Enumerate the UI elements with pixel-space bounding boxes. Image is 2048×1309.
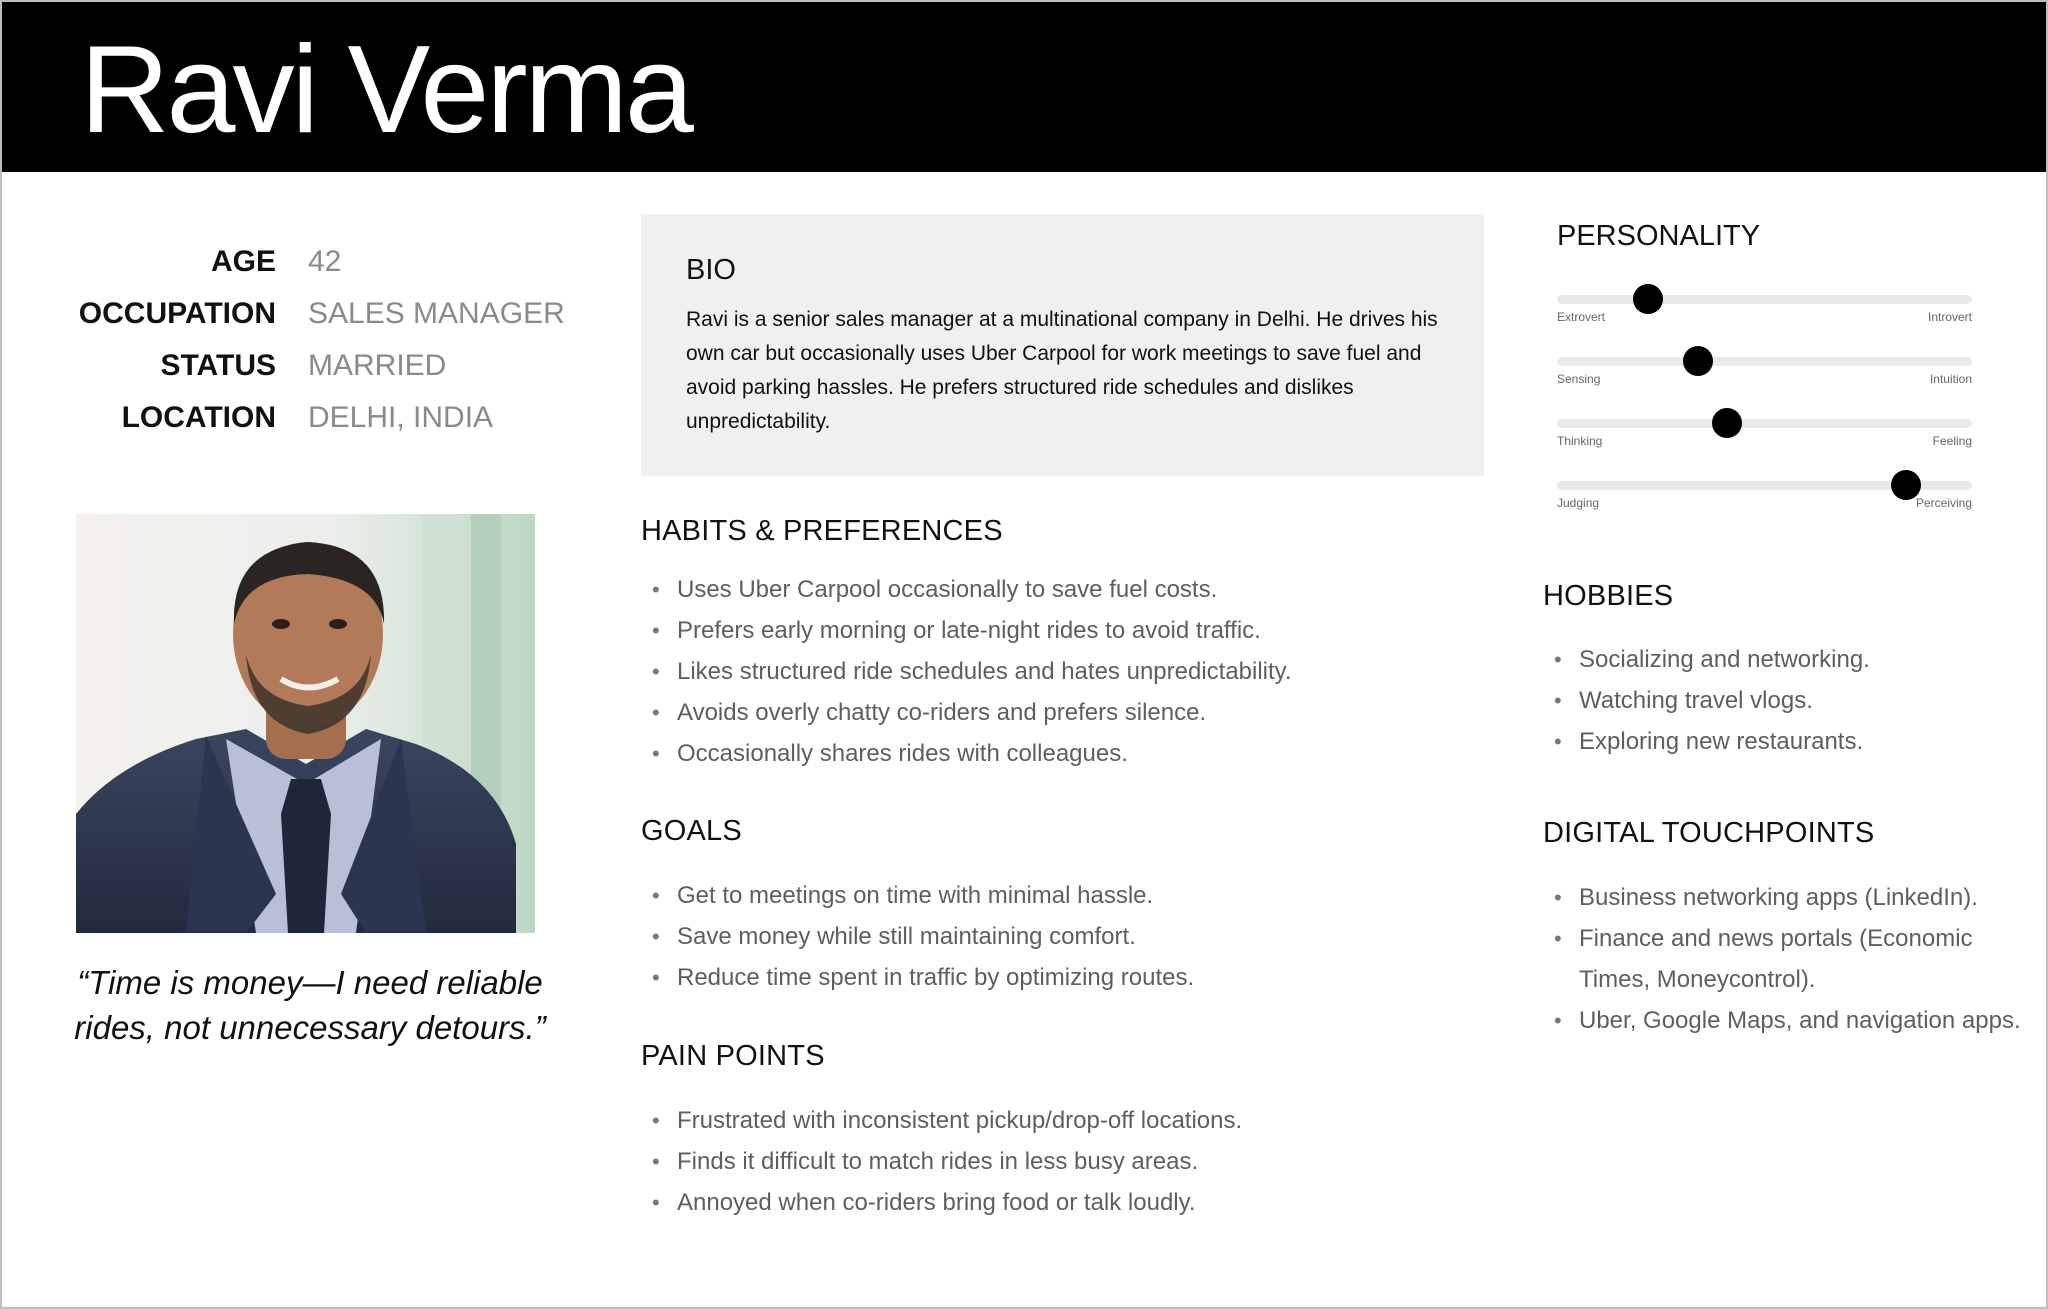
- pain-points-title: PAIN POINTS: [641, 1040, 825, 1072]
- slider-track: [1557, 357, 1972, 366]
- fact-row-status: [40, 340, 580, 392]
- list-item: • Get to meetings on time with minimal hassle.: [641, 875, 1481, 916]
- trait-slider-judging-perceiving: [1557, 472, 1972, 512]
- fact-row-location: [40, 392, 580, 444]
- list-item: • Watching travel vlogs.: [1543, 680, 2023, 721]
- fact-label: AGE: [210, 245, 276, 278]
- list-item: • Finance and news portals (Economic Times, Moneycontrol).: [1543, 918, 2023, 1000]
- digital-touchpoints-list: [1543, 877, 2023, 1041]
- slider-track: [1557, 295, 1972, 304]
- fact-value: SALES MANAGER: [308, 297, 565, 330]
- trait-slider-extrovert-introvert: [1557, 286, 1972, 326]
- hobbies-list: [1543, 639, 2023, 762]
- bio-title: BIO: [686, 254, 736, 286]
- slider-thumb: [1712, 408, 1742, 438]
- list-item: • Save money while still maintaining comfort.: [641, 916, 1481, 957]
- list-item: • Uses Uber Carpool occasionally to save fuel costs.: [641, 569, 1481, 610]
- persona-quote: “Time is money—I need reliable rides, not unnecessary detours.”: [74, 964, 546, 1046]
- pain-points-list: [641, 1100, 1481, 1223]
- trait-slider-sensing-intuition: [1557, 348, 1972, 388]
- trait-left-label: Extrovert: [1557, 310, 1606, 324]
- bio-text: Ravi is a senior sales manager at a multinational company in Delhi. He drives his own car but occasionally uses Uber Carpool for work meetings to save fuel and avoid parking hassles. He prefers structured ride schedules and dislikes unpredictability.: [686, 308, 1438, 433]
- trait-right-label: Intuition: [1929, 372, 1972, 386]
- fact-row-occupation: [40, 288, 580, 340]
- slider-thumb: [1633, 284, 1663, 314]
- trait-left-label: Sensing: [1557, 372, 1601, 386]
- list-item: • Annoyed when co-riders bring food or talk loudly.: [641, 1182, 1481, 1223]
- persona-photo: [76, 514, 535, 933]
- digital-touchpoints-title: DIGITAL TOUCHPOINTS: [1543, 817, 1875, 849]
- list-item: • Occasionally shares rides with colleagues.: [641, 733, 1481, 774]
- hobbies-title: HOBBIES: [1543, 580, 1674, 612]
- facts-list: [40, 236, 580, 444]
- list-item: • Socializing and networking.: [1543, 639, 2023, 680]
- list-item: • Finds it difficult to match rides in less busy areas.: [641, 1141, 1481, 1182]
- personality-title: PERSONALITY: [1557, 220, 1761, 252]
- fact-label: LOCATION: [121, 401, 276, 434]
- habits-list: [641, 569, 1481, 774]
- trait-slider-thinking-feeling: [1557, 410, 1972, 450]
- slider-track: [1557, 419, 1972, 428]
- goals-list: [641, 875, 1481, 998]
- trait-left-label: Thinking: [1557, 434, 1603, 448]
- goals-title: GOALS: [641, 815, 742, 847]
- list-item: • Exploring new restaurants.: [1543, 721, 2023, 762]
- list-item: • Avoids overly chatty co-riders and prefers silence.: [641, 692, 1481, 733]
- trait-left-label: Judging: [1557, 496, 1600, 510]
- trait-right-label: Feeling: [1932, 434, 1972, 448]
- fact-label: OCCUPATION: [78, 297, 276, 330]
- list-item: • Uber, Google Maps, and navigation apps.: [1543, 1000, 2023, 1041]
- bio-box: [641, 214, 1484, 476]
- list-item: • Reduce time spent in traffic by optimizing routes.: [641, 957, 1481, 998]
- list-item: • Prefers early morning or late-night rides to avoid traffic.: [641, 610, 1481, 651]
- slider-thumb: [1683, 346, 1713, 376]
- fact-label: STATUS: [160, 349, 276, 382]
- trait-right-label: Perceiving: [1915, 496, 1972, 510]
- list-item: • Frustrated with inconsistent pickup/drop-off locations.: [641, 1100, 1481, 1141]
- fact-value: MARRIED: [308, 349, 447, 382]
- habits-title: HABITS & PREFERENCES: [641, 515, 1003, 547]
- fact-row-age: [40, 236, 580, 288]
- list-item: • Business networking apps (LinkedIn).: [1543, 877, 2023, 918]
- persona-name: Ravi Verma: [80, 21, 691, 159]
- fact-value: 42: [308, 245, 342, 278]
- trait-right-label: Introvert: [1927, 310, 1972, 324]
- header-banner: [2, 2, 2046, 172]
- fact-value: DELHI, INDIA: [308, 401, 494, 434]
- list-item: • Likes structured ride schedules and hates unpredictability.: [641, 651, 1481, 692]
